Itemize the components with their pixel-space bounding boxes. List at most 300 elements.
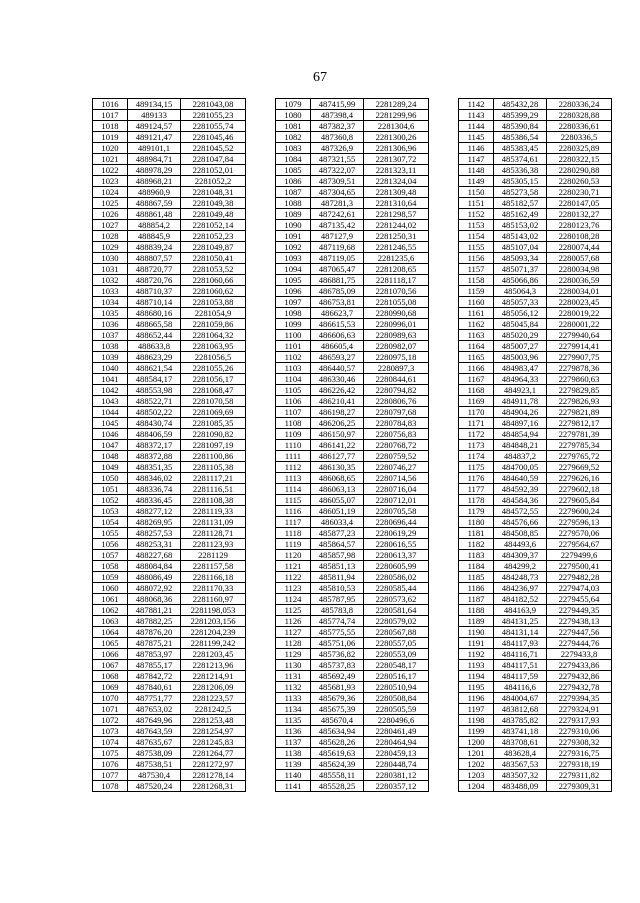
x-coordinate-cell: 487635,67 [128, 737, 181, 748]
table-row [276, 594, 429, 605]
point-number-cell: 1074 [93, 737, 128, 748]
y-coordinate-cell: 2281108,38 [181, 495, 246, 506]
x-coordinate-cell: 488336,74 [128, 484, 181, 495]
y-coordinate-cell: 2281166,18 [181, 572, 246, 583]
x-coordinate-cell: 483708,61 [494, 737, 547, 748]
table-row [93, 176, 246, 187]
y-coordinate-cell: 2281052,01 [181, 165, 246, 176]
y-coordinate-cell: 2280508,84 [364, 693, 429, 704]
x-coordinate-cell: 488720,77 [128, 264, 181, 275]
y-coordinate-cell: 2281242,5 [181, 704, 246, 715]
y-coordinate-cell: 2280579,02 [364, 616, 429, 627]
table-row [459, 363, 612, 374]
point-number-cell: 1187 [459, 594, 494, 605]
x-coordinate-cell: 485386,54 [494, 132, 547, 143]
table-row [459, 176, 612, 187]
table-row [459, 528, 612, 539]
point-number-cell: 1048 [93, 451, 128, 462]
point-number-cell: 1055 [93, 528, 128, 539]
x-coordinate-cell: 489124,57 [128, 121, 181, 132]
y-coordinate-cell: 2281208,65 [364, 264, 429, 275]
point-number-cell: 1191 [459, 638, 494, 649]
x-coordinate-cell: 487842,72 [128, 671, 181, 682]
y-coordinate-cell: 2281055,26 [181, 363, 246, 374]
y-coordinate-cell: 2281045,46 [181, 132, 246, 143]
point-number-cell: 1079 [276, 99, 311, 110]
y-coordinate-cell: 2281054,9 [181, 308, 246, 319]
x-coordinate-cell: 483628,4 [494, 748, 547, 759]
y-coordinate-cell: 2280132,27 [547, 209, 612, 220]
table-row [276, 649, 429, 660]
table-row [93, 308, 246, 319]
point-number-cell: 1043 [93, 396, 128, 407]
x-coordinate-cell: 488839,24 [128, 242, 181, 253]
table-row [93, 275, 246, 286]
y-coordinate-cell: 2281204,239 [181, 627, 246, 638]
point-number-cell: 1016 [93, 99, 128, 110]
x-coordinate-cell: 483507,32 [494, 770, 547, 781]
y-coordinate-cell: 2279317,93 [547, 715, 612, 726]
y-coordinate-cell: 2281246,55 [364, 242, 429, 253]
table-row [93, 264, 246, 275]
point-number-cell: 1087 [276, 187, 311, 198]
point-number-cell: 1194 [459, 671, 494, 682]
table-row [459, 682, 612, 693]
point-number-cell: 1101 [276, 341, 311, 352]
x-coordinate-cell: 488960,9 [128, 187, 181, 198]
table-row [93, 341, 246, 352]
y-coordinate-cell: 2279311,82 [547, 770, 612, 781]
point-number-cell: 1066 [93, 649, 128, 660]
point-number-cell: 1128 [276, 638, 311, 649]
table-row [459, 561, 612, 572]
x-coordinate-cell: 486606,63 [311, 330, 364, 341]
point-number-cell: 1097 [276, 297, 311, 308]
point-number-cell: 1159 [459, 286, 494, 297]
table-row [459, 473, 612, 484]
y-coordinate-cell: 2281118,17 [364, 275, 429, 286]
table-row [93, 451, 246, 462]
point-number-cell: 1189 [459, 616, 494, 627]
x-coordinate-cell: 487653,02 [128, 704, 181, 715]
x-coordinate-cell: 484004,67 [494, 693, 547, 704]
y-coordinate-cell: 2280459,13 [364, 748, 429, 759]
x-coordinate-cell: 485736,82 [311, 649, 364, 660]
point-number-cell: 1137 [276, 737, 311, 748]
y-coordinate-cell: 2280322,15 [547, 154, 612, 165]
y-coordinate-cell: 2281128,71 [181, 528, 246, 539]
point-number-cell: 1199 [459, 726, 494, 737]
y-coordinate-cell: 2280290,88 [547, 165, 612, 176]
point-number-cell: 1054 [93, 517, 128, 528]
y-coordinate-cell: 2279860,63 [547, 374, 612, 385]
point-number-cell: 1022 [93, 165, 128, 176]
x-coordinate-cell: 485679,36 [311, 693, 364, 704]
x-coordinate-cell: 489133 [128, 110, 181, 121]
x-coordinate-cell: 487322,07 [311, 165, 364, 176]
x-coordinate-cell: 485057,33 [494, 297, 547, 308]
y-coordinate-cell: 2280705,58 [364, 506, 429, 517]
table-row [93, 583, 246, 594]
point-number-cell: 1135 [276, 715, 311, 726]
point-number-cell: 1155 [459, 242, 494, 253]
y-coordinate-cell: 2280712,01 [364, 495, 429, 506]
x-coordinate-cell: 486033,4 [311, 517, 364, 528]
y-coordinate-cell: 2280768,72 [364, 440, 429, 451]
table-row [276, 605, 429, 616]
point-number-cell: 1108 [276, 418, 311, 429]
point-number-cell: 1099 [276, 319, 311, 330]
point-number-cell: 1178 [459, 495, 494, 506]
x-coordinate-cell: 484182,52 [494, 594, 547, 605]
y-coordinate-cell: 2280381,12 [364, 770, 429, 781]
y-coordinate-cell: 2279449,35 [547, 605, 612, 616]
x-coordinate-cell: 485737,83 [311, 660, 364, 671]
y-coordinate-cell: 2279394,35 [547, 693, 612, 704]
table-row [459, 187, 612, 198]
y-coordinate-cell: 2281160,97 [181, 594, 246, 605]
point-number-cell: 1139 [276, 759, 311, 770]
x-coordinate-cell: 485066,86 [494, 275, 547, 286]
point-number-cell: 1082 [276, 132, 311, 143]
point-number-cell: 1172 [459, 429, 494, 440]
table-row [276, 451, 429, 462]
table-row [93, 297, 246, 308]
y-coordinate-cell: 2281060,62 [181, 286, 246, 297]
y-coordinate-cell: 2280336,24 [547, 99, 612, 110]
table-row [459, 616, 612, 627]
y-coordinate-cell: 2281119,33 [181, 506, 246, 517]
table-row [459, 495, 612, 506]
x-coordinate-cell: 483488,09 [494, 781, 547, 792]
x-coordinate-cell: 485624,39 [311, 759, 364, 770]
point-number-cell: 1068 [93, 671, 128, 682]
x-coordinate-cell: 485056,12 [494, 308, 547, 319]
coordinates-table-3 [458, 98, 612, 792]
point-number-cell: 1088 [276, 198, 311, 209]
y-coordinate-cell: 2280897,3 [364, 363, 429, 374]
table-row [276, 374, 429, 385]
x-coordinate-cell: 486055,07 [311, 495, 364, 506]
y-coordinate-cell: 2280746,27 [364, 462, 429, 473]
y-coordinate-cell: 2281055,23 [181, 110, 246, 121]
table-row [459, 165, 612, 176]
x-coordinate-cell: 487875,21 [128, 638, 181, 649]
y-coordinate-cell: 2281170,33 [181, 583, 246, 594]
point-number-cell: 1184 [459, 561, 494, 572]
point-number-cell: 1111 [276, 451, 311, 462]
x-coordinate-cell: 488502,22 [128, 407, 181, 418]
point-number-cell: 1168 [459, 385, 494, 396]
point-number-cell: 1110 [276, 440, 311, 451]
point-number-cell: 1061 [93, 594, 128, 605]
y-coordinate-cell: 2281206,09 [181, 682, 246, 693]
table-row [459, 649, 612, 660]
point-number-cell: 1147 [459, 154, 494, 165]
y-coordinate-cell: 2281253,48 [181, 715, 246, 726]
x-coordinate-cell: 484116,6 [494, 682, 547, 693]
x-coordinate-cell: 487242,61 [311, 209, 364, 220]
table-row [459, 572, 612, 583]
y-coordinate-cell: 2281070,56 [364, 286, 429, 297]
y-coordinate-cell: 2281055,08 [364, 297, 429, 308]
y-coordinate-cell: 2279602,18 [547, 484, 612, 495]
x-coordinate-cell: 485783,8 [311, 605, 364, 616]
x-coordinate-cell: 488269,95 [128, 517, 181, 528]
y-coordinate-cell: 2281064,32 [181, 330, 246, 341]
x-coordinate-cell: 486605,4 [311, 341, 364, 352]
table-row [93, 396, 246, 407]
x-coordinate-cell: 488522,71 [128, 396, 181, 407]
table-row [276, 297, 429, 308]
y-coordinate-cell: 2281272,97 [181, 759, 246, 770]
x-coordinate-cell: 485528,25 [311, 781, 364, 792]
y-coordinate-cell: 2280328,88 [547, 110, 612, 121]
x-coordinate-cell: 484576,66 [494, 517, 547, 528]
y-coordinate-cell: 2281310,64 [364, 198, 429, 209]
y-coordinate-cell: 2280982,07 [364, 341, 429, 352]
x-coordinate-cell: 487321,55 [311, 154, 364, 165]
x-coordinate-cell: 483785,82 [494, 715, 547, 726]
y-coordinate-cell: 2280716,04 [364, 484, 429, 495]
point-number-cell: 1104 [276, 374, 311, 385]
point-number-cell: 1153 [459, 220, 494, 231]
point-number-cell: 1180 [459, 517, 494, 528]
x-coordinate-cell: 484131,14 [494, 627, 547, 638]
y-coordinate-cell: 2280990,68 [364, 308, 429, 319]
x-coordinate-cell: 487415,99 [311, 99, 364, 110]
point-number-cell: 1161 [459, 308, 494, 319]
point-number-cell: 1160 [459, 297, 494, 308]
y-coordinate-cell: 2281090,82 [181, 429, 246, 440]
table-row [276, 407, 429, 418]
point-number-cell: 1166 [459, 363, 494, 374]
y-coordinate-cell: 2281070,58 [181, 396, 246, 407]
y-coordinate-cell: 2280553,09 [364, 649, 429, 660]
point-number-cell: 1138 [276, 748, 311, 759]
y-coordinate-cell: 2280989,63 [364, 330, 429, 341]
x-coordinate-cell: 488665,58 [128, 319, 181, 330]
y-coordinate-cell: 2281116,51 [181, 484, 246, 495]
point-number-cell: 1089 [276, 209, 311, 220]
table-row [276, 385, 429, 396]
y-coordinate-cell: 2279564,67 [547, 539, 612, 550]
table-row [459, 253, 612, 264]
point-number-cell: 1064 [93, 627, 128, 638]
x-coordinate-cell: 484837,2 [494, 451, 547, 462]
table-row [459, 154, 612, 165]
x-coordinate-cell: 487326,9 [311, 143, 364, 154]
y-coordinate-cell: 2281049,48 [181, 209, 246, 220]
table-row [276, 363, 429, 374]
x-coordinate-cell: 488086,49 [128, 572, 181, 583]
point-number-cell: 1179 [459, 506, 494, 517]
x-coordinate-cell: 488253,31 [128, 539, 181, 550]
table-row [459, 319, 612, 330]
table-row [93, 363, 246, 374]
point-number-cell: 1165 [459, 352, 494, 363]
table-row [276, 121, 429, 132]
y-coordinate-cell: 2279309,31 [547, 781, 612, 792]
x-coordinate-cell: 485064,3 [494, 286, 547, 297]
point-number-cell: 1095 [276, 275, 311, 286]
table-row [93, 242, 246, 253]
y-coordinate-cell: 2280448,74 [364, 759, 429, 770]
x-coordinate-cell: 488867,59 [128, 198, 181, 209]
table-row [459, 341, 612, 352]
table-row [459, 715, 612, 726]
table-row [276, 682, 429, 693]
point-number-cell: 1150 [459, 187, 494, 198]
y-coordinate-cell: 2280548,17 [364, 660, 429, 671]
point-number-cell: 1120 [276, 550, 311, 561]
point-number-cell: 1085 [276, 165, 311, 176]
y-coordinate-cell: 2279626,16 [547, 473, 612, 484]
x-coordinate-cell: 488553,98 [128, 385, 181, 396]
point-number-cell: 1176 [459, 473, 494, 484]
table-row [93, 781, 246, 792]
table-row [93, 374, 246, 385]
table-row [459, 275, 612, 286]
point-number-cell: 1042 [93, 385, 128, 396]
x-coordinate-cell: 485007,27 [494, 341, 547, 352]
point-number-cell: 1086 [276, 176, 311, 187]
point-number-cell: 1157 [459, 264, 494, 275]
point-number-cell: 1197 [459, 704, 494, 715]
x-coordinate-cell: 485093,34 [494, 253, 547, 264]
table-row [276, 561, 429, 572]
x-coordinate-cell: 485003,96 [494, 352, 547, 363]
y-coordinate-cell: 2279455,64 [547, 594, 612, 605]
x-coordinate-cell: 488068,36 [128, 594, 181, 605]
y-coordinate-cell: 2281052,14 [181, 220, 246, 231]
point-number-cell: 1027 [93, 220, 128, 231]
point-number-cell: 1036 [93, 319, 128, 330]
point-number-cell: 1057 [93, 550, 128, 561]
y-coordinate-cell: 2279669,52 [547, 462, 612, 473]
x-coordinate-cell: 485681,93 [311, 682, 364, 693]
y-coordinate-cell: 2280567,88 [364, 627, 429, 638]
point-number-cell: 1204 [459, 781, 494, 792]
table-row [459, 286, 612, 297]
point-number-cell: 1090 [276, 220, 311, 231]
table-row [459, 748, 612, 759]
table-row [459, 440, 612, 451]
y-coordinate-cell: 2280619,29 [364, 528, 429, 539]
x-coordinate-cell: 487119,05 [311, 253, 364, 264]
table-row [93, 671, 246, 682]
point-number-cell: 1121 [276, 561, 311, 572]
table-row [93, 110, 246, 121]
y-coordinate-cell: 2281289,24 [364, 99, 429, 110]
point-number-cell: 1124 [276, 594, 311, 605]
point-number-cell: 1046 [93, 429, 128, 440]
point-number-cell: 1136 [276, 726, 311, 737]
y-coordinate-cell: 2280996,01 [364, 319, 429, 330]
y-coordinate-cell: 2281323,11 [364, 165, 429, 176]
point-number-cell: 1163 [459, 330, 494, 341]
x-coordinate-cell: 485675,39 [311, 704, 364, 715]
point-number-cell: 1177 [459, 484, 494, 495]
table-row [276, 550, 429, 561]
x-coordinate-cell: 487119,68 [311, 242, 364, 253]
x-coordinate-cell: 485810,53 [311, 583, 364, 594]
table-row [93, 616, 246, 627]
y-coordinate-cell: 2279570,06 [547, 528, 612, 539]
y-coordinate-cell: 2279781,39 [547, 429, 612, 440]
x-coordinate-cell: 488807,57 [128, 253, 181, 264]
table-row [276, 319, 429, 330]
table-row [93, 418, 246, 429]
point-number-cell: 1151 [459, 198, 494, 209]
table-row [276, 759, 429, 770]
x-coordinate-cell: 486130,35 [311, 462, 364, 473]
x-coordinate-cell: 487309,51 [311, 176, 364, 187]
x-coordinate-cell: 487382,37 [311, 121, 364, 132]
x-coordinate-cell: 488406,59 [128, 429, 181, 440]
x-coordinate-cell: 488346,02 [128, 473, 181, 484]
table-row [276, 330, 429, 341]
point-number-cell: 1188 [459, 605, 494, 616]
table-row [93, 330, 246, 341]
y-coordinate-cell: 2280714,56 [364, 473, 429, 484]
x-coordinate-cell: 488710,14 [128, 297, 181, 308]
y-coordinate-cell: 2281052,23 [181, 231, 246, 242]
y-coordinate-cell: 2279308,32 [547, 737, 612, 748]
table-row [459, 627, 612, 638]
table-row [459, 198, 612, 209]
y-coordinate-cell: 2280806,76 [364, 396, 429, 407]
x-coordinate-cell: 485619,63 [311, 748, 364, 759]
y-coordinate-cell: 2281100,86 [181, 451, 246, 462]
table-row [93, 385, 246, 396]
table-row [93, 484, 246, 495]
table-row [93, 748, 246, 759]
point-number-cell: 1069 [93, 682, 128, 693]
y-coordinate-cell: 2281203,45 [181, 649, 246, 660]
table-row [459, 484, 612, 495]
x-coordinate-cell: 485857,98 [311, 550, 364, 561]
point-number-cell: 1115 [276, 495, 311, 506]
point-number-cell: 1200 [459, 737, 494, 748]
table-row [93, 594, 246, 605]
point-number-cell: 1192 [459, 649, 494, 660]
point-number-cell: 1026 [93, 209, 128, 220]
table-row [93, 143, 246, 154]
x-coordinate-cell: 484116,71 [494, 649, 547, 660]
x-coordinate-cell: 484700,05 [494, 462, 547, 473]
point-number-cell: 1146 [459, 143, 494, 154]
point-number-cell: 1107 [276, 407, 311, 418]
point-number-cell: 1033 [93, 286, 128, 297]
x-coordinate-cell: 484117,59 [494, 671, 547, 682]
x-coordinate-cell: 486198,27 [311, 407, 364, 418]
point-number-cell: 1118 [276, 528, 311, 539]
point-number-cell: 1142 [459, 99, 494, 110]
table-row [276, 429, 429, 440]
y-coordinate-cell: 2279812,17 [547, 418, 612, 429]
table-row [459, 550, 612, 561]
point-number-cell: 1065 [93, 638, 128, 649]
x-coordinate-cell: 484640,59 [494, 473, 547, 484]
y-coordinate-cell: 2281324,04 [364, 176, 429, 187]
point-number-cell: 1171 [459, 418, 494, 429]
x-coordinate-cell: 487882,25 [128, 616, 181, 627]
table-row [93, 517, 246, 528]
point-number-cell: 1073 [93, 726, 128, 737]
table-row [459, 330, 612, 341]
point-number-cell: 1162 [459, 319, 494, 330]
